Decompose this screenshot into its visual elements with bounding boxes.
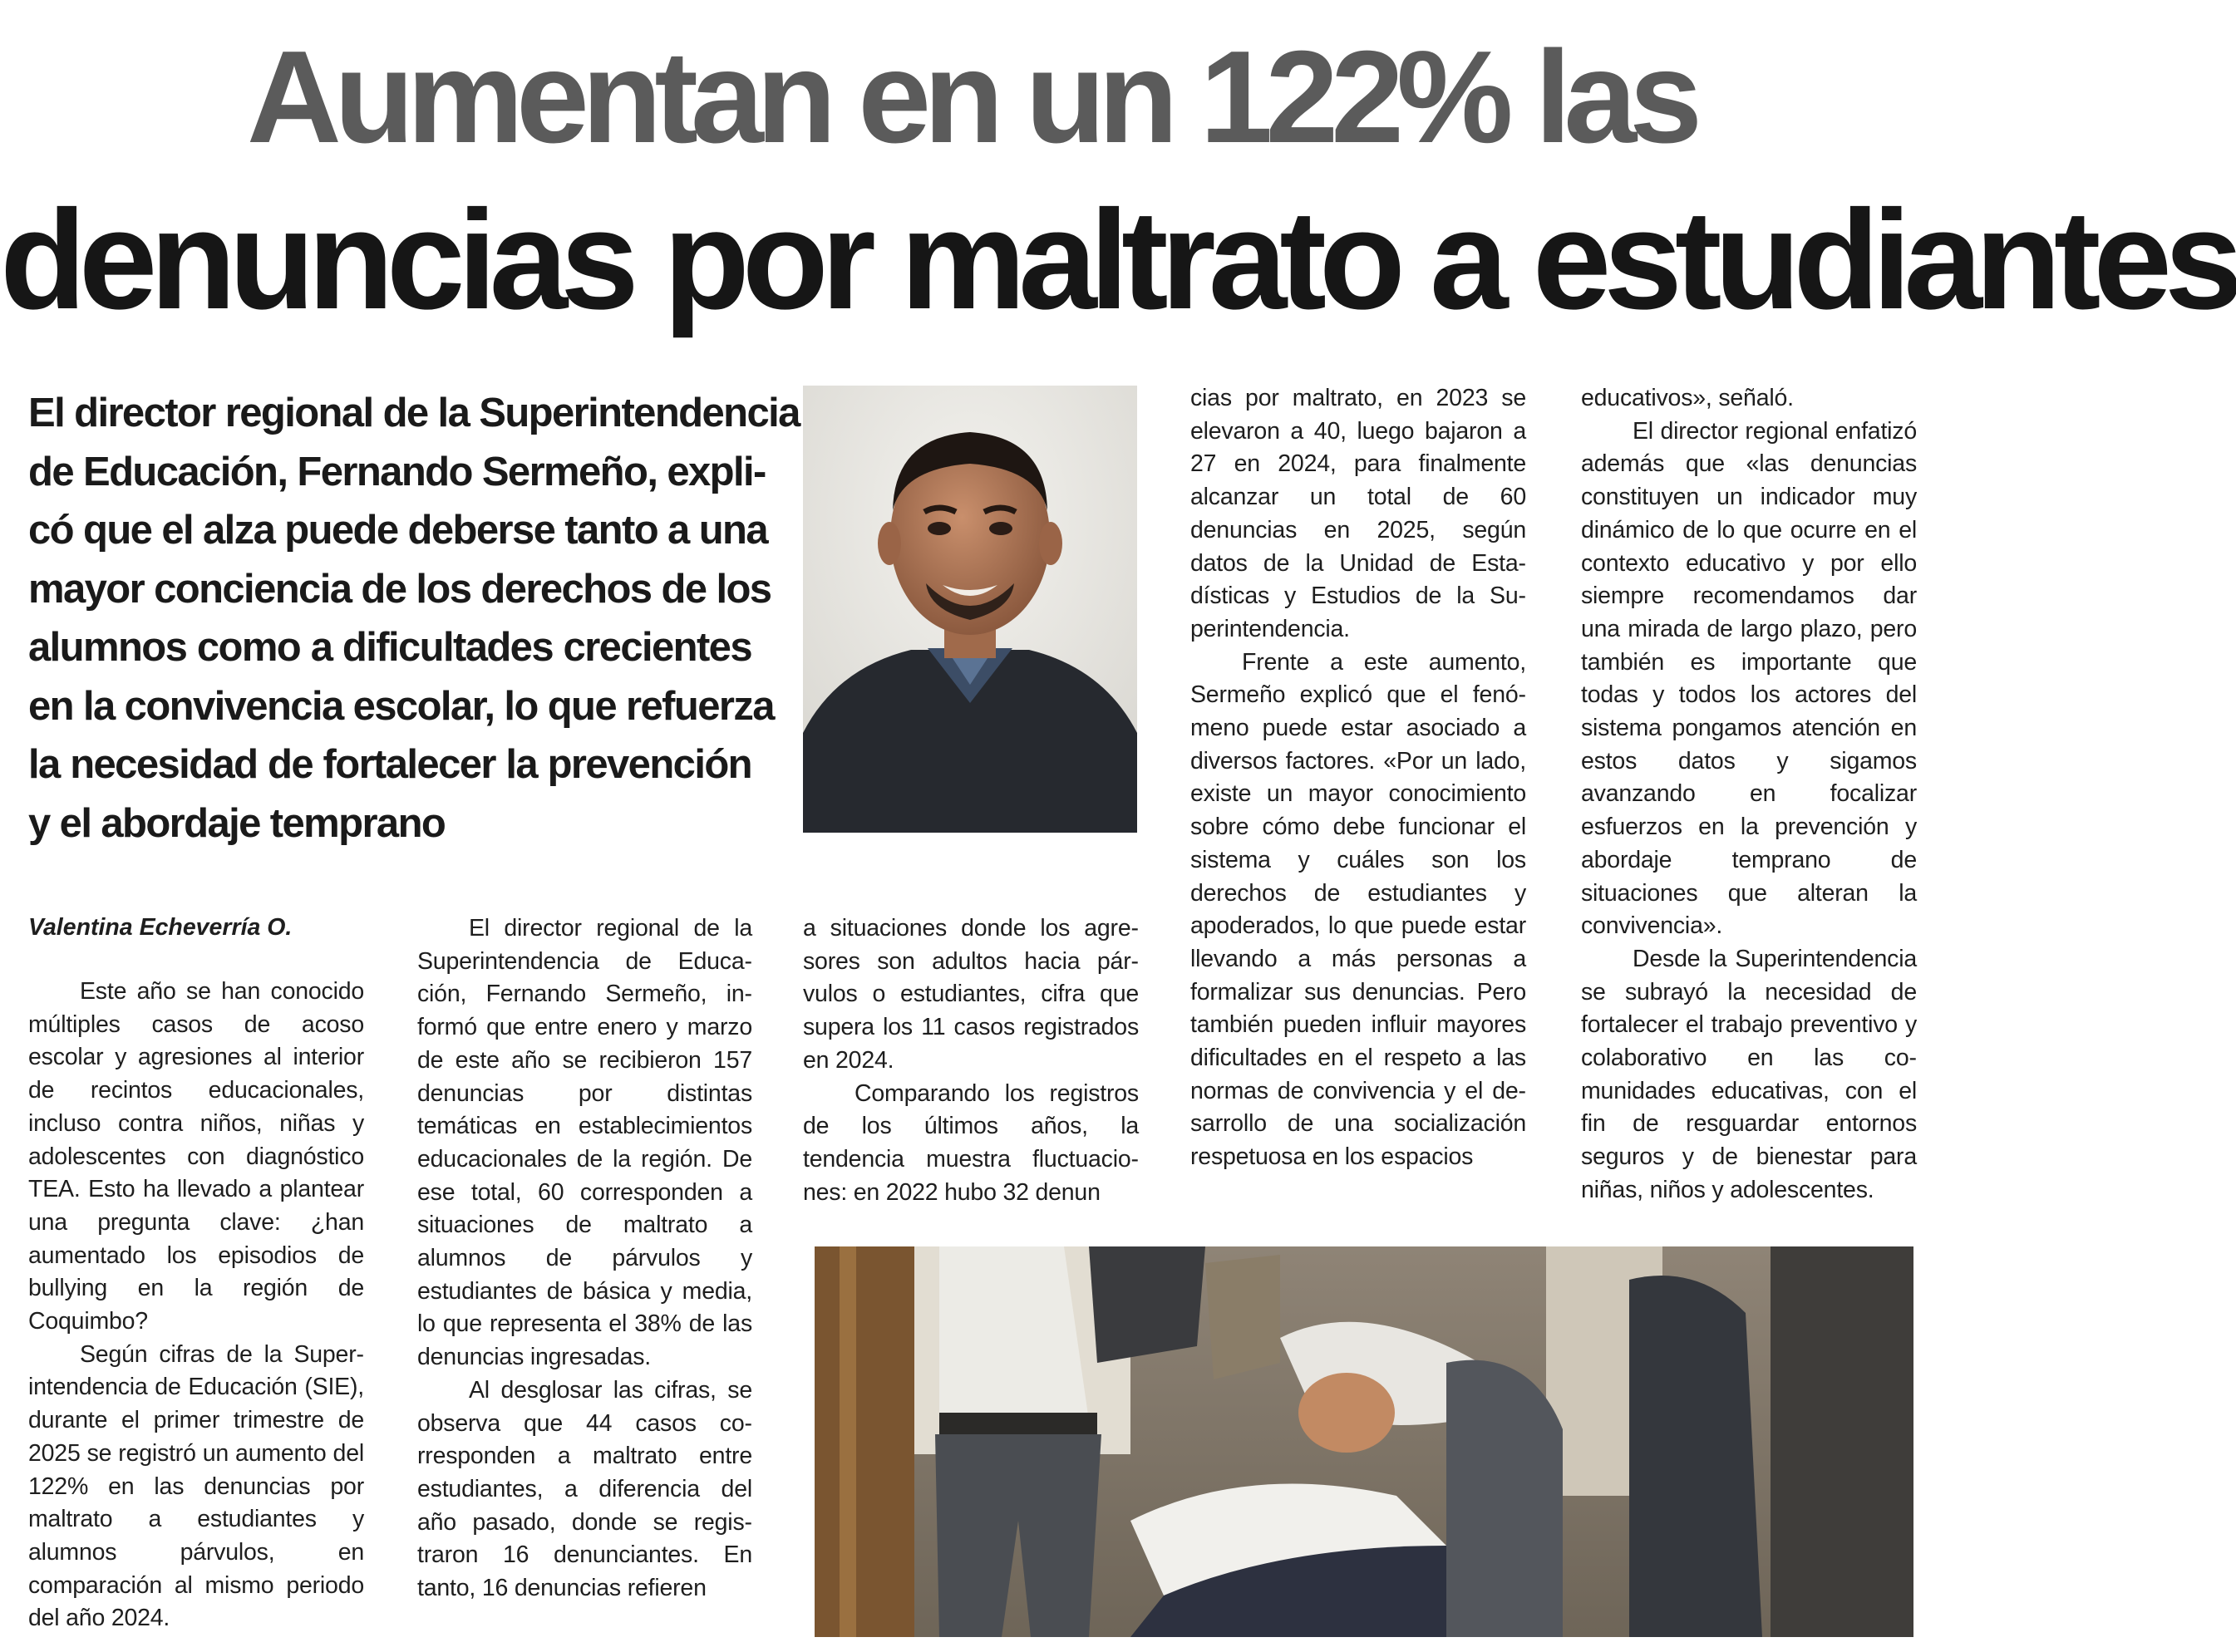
lead-line: alumnos como a dificultades crecientes	[28, 625, 751, 670]
portrait-illustration	[803, 386, 1137, 833]
scuffle-illustration	[815, 1246, 1913, 1637]
lead-line: có que el alza puede deberse tanto a una	[28, 508, 768, 553]
body-paragraph: Frente a este aumento, Sermeño explicó que el fenómeno puede estar asociado a diversos factores. «Por un lado, existe un mayor conocimiento sobre cómo debe funcionar el sistema y cuáles son los derechos de estudiantes y apoderados, lo que puede estar llevando a más personas a formalizar sus denuncias. Pero también pueden influir mayores dificultades en el respeto a las normas de convivencia y el desarrollo de una socialización respetuosa en los espacios	[1190, 648, 1526, 1171]
lead-line: la necesidad de fortalecer la prevención	[28, 742, 751, 787]
lead-line: El director regional de la Superintendencia	[28, 391, 800, 435]
byline: Valentina Echeverría O.	[28, 914, 293, 941]
body-column-3	[803, 912, 1139, 1209]
body-paragraph: El director regional enfatizó además que «las denuncias constituyen un indicador muy dinámico de lo que ocurre en el contexto educativo y por ello siempre recomendamos dar una mirada de largo plazo, pero también es importante que todas y todos los actores del sistema pongamos atención en estos datos y sigamos avanzando en focalizar esfuerzos en la prevención y abordaje temprano de situaciones que alteran la convivencia».	[1581, 417, 1917, 940]
body-column-5	[1581, 382, 1917, 1207]
lead-line: y el abordaje temprano	[28, 800, 446, 846]
body-paragraph: Desde la Superintendencia se subrayó la necesidad de fortalecer el trabajo preventivo y colaborativo en las comunidades educativas, con el fin de resguardar entornos seguros y de bienestar para niñas, niños y adolescentes.	[1581, 945, 1917, 1203]
headline-line-2: denuncias por maltrato a estudiantes	[0, 181, 2236, 339]
headline-line-1: Aumentan en un 122% las	[246, 24, 1696, 170]
lead-paragraph	[28, 384, 800, 853]
body-paragraph: cias por maltrato, en 2023 se elevaron a 40, luego bajaron a 27 en 2024, para finalmente alcanzar un total de 60 denuncias en 2025, según datos de la Unidad de Estadísticas y Estudios de la Superintendencia.	[1190, 385, 1526, 642]
body-paragraph: Según cifras de la Superintendencia de Educación (SIE), durante el primer trimestre de 2025 se registró un aumento del 122% en las denuncias por maltrato a estudiantes y alumnos párvulos, en comparación al mismo periodo del año 2024.	[28, 1340, 364, 1632]
body-column-4	[1190, 382, 1526, 1174]
lead-line: de Educación, Fernando Sermeño, expli-	[28, 449, 766, 494]
body-paragraph: Comparando los registros de los últimos años, la tendencia muestra fluctuaciones: en 2022 hubo 32 denun	[803, 1079, 1139, 1206]
students-scuffle-photo	[815, 1246, 1913, 1637]
body-column-1	[28, 976, 364, 1635]
director-portrait-photo	[803, 386, 1137, 833]
body-paragraph: Este año se han conocido múltiples casos de acoso escolar y agresiones al interior de recintos educacionales, incluso contra niños, niñas y adolescentes con diagnóstico TEA. Esto ha llevado a plantear una pregunta clave: ¿han aumentado los episodios de bullying en la región de Coquimbo?	[28, 978, 364, 1335]
body-column-2	[417, 912, 752, 1605]
body-paragraph: Al desglosar las cifras, se observa que 44 casos corresponden a maltrato entre estudiantes, a diferencia del año pasado, donde se registraron 16 denunciantes. En tanto, 16 denuncias refieren	[417, 1376, 752, 1602]
body-paragraph: a situaciones donde los agresores son adultos hacia párvulos o estudiantes, cifra que supera los 11 casos registrados en 2024.	[803, 915, 1139, 1074]
lead-line: en la convivencia escolar, lo que refuerza	[28, 683, 774, 729]
lead-line: mayor conciencia de los derechos de los	[28, 566, 771, 612]
body-paragraph: El director regional de la Superintendencia de Educación, Fernando Sermeño, informó que entre enero y marzo de este año se recibieron 157 denuncias por distintas temáticas en establecimientos educacionales de la región. De ese total, 60 corresponden a situaciones de maltrato a alumnos de párvulos y estudiantes de básica y media, lo que representa el 38% de las denuncias ingresadas.	[417, 915, 752, 1371]
body-paragraph: educativos», señaló.	[1581, 385, 1794, 411]
